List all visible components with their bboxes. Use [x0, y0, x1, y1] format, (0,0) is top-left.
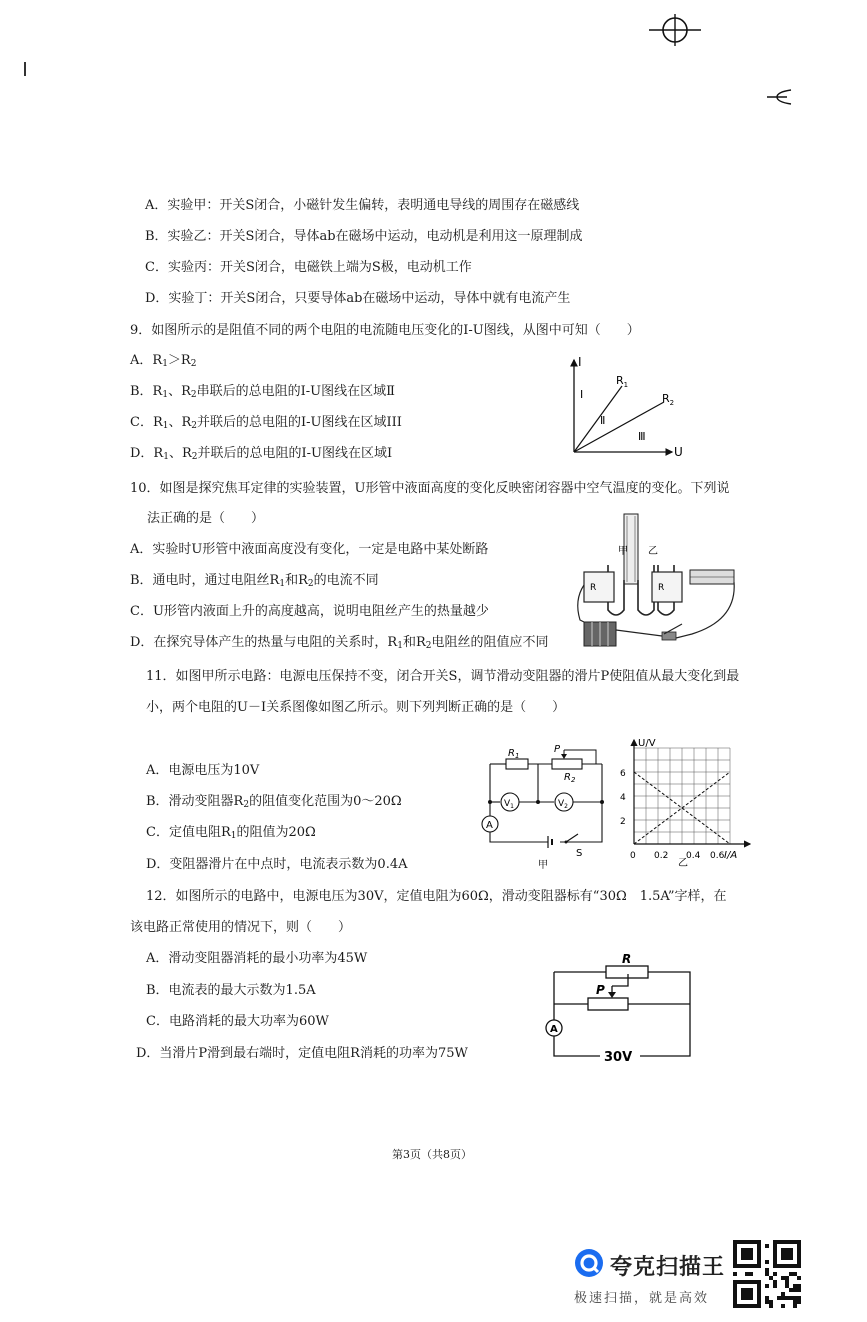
q11-option-b: B．滑动变阻器$R_2$的阻值变化范围为0～20Ω — [146, 794, 402, 810]
q9-option-d: D．$R_1$、$R_2$并联后的总电阻的I-U图线在区域Ⅰ — [130, 446, 393, 462]
q12-circuit-figure — [540, 950, 700, 1070]
q10-option-b: B．通电时，通过电阻丝$R_1$和$R_2$的电流不同 — [130, 573, 379, 589]
graph-x-tick: 0.6 — [710, 851, 725, 861]
q11-circuit-figure — [478, 742, 608, 878]
q10-option-a: A．实验时U形管中液面高度没有变化，一定是电路中某处断路 — [130, 542, 489, 557]
voltage-label: 30V — [604, 1050, 633, 1065]
q9-option-a: A．$R_1>R_2$ — [130, 353, 197, 369]
circuit-caption: 甲 — [538, 860, 548, 871]
graph-caption: 乙 — [678, 858, 688, 868]
region-1-label: Ⅰ — [580, 388, 584, 401]
v2-label: $V_2$ — [558, 799, 568, 810]
r1-label: $R_1$ — [508, 748, 520, 760]
q10-joule-apparatus-figure — [572, 510, 742, 664]
graph-x-axis-label: I/A — [724, 850, 738, 861]
q11-stem-line1: 11．如图甲所示电路：电源电压保持不变，闭合开关S，调节滑动变阻器的滑片P使阻值从最大变化到最 — [146, 669, 740, 684]
resistor-r-label: R — [622, 952, 632, 966]
r1-label: $R_1$ — [616, 374, 629, 389]
q11-stem-line2: 小，两个电阻的U－I关系图像如图乙所示。则下列判断正确的是（ ） — [146, 700, 566, 715]
q12-option-b: B．电流表的最大示数为1.5A — [146, 983, 316, 998]
scanner-logo-icon — [574, 1248, 604, 1278]
q9-stem: 9．如图所示的是阻值不同的两个电阻的电流随电压变化的I-U图线，从图中可知（ ） — [130, 323, 640, 338]
svg-text:R: R — [590, 583, 597, 593]
ammeter-label: A — [550, 1024, 558, 1035]
q8-option-c: C．实验丙：开关S闭合，电磁铁上端为S极，电动机工作 — [145, 260, 472, 275]
q12-option-d: D．当滑片P滑到最右端时，定值电阻R消耗的功率为75W — [136, 1046, 468, 1061]
p-label: P — [554, 744, 561, 755]
q12-stem-line1: 12．如图所示的电路中，电源电压为30V，定值电阻为60Ω，滑动变阻器标有“30Ω 1.5A”字样，在 — [146, 889, 727, 904]
region-3-label: Ⅲ — [638, 430, 646, 443]
axis-i-label: I — [578, 355, 582, 369]
q12-option-c: C．电路消耗的最大功率为60W — [146, 1014, 329, 1029]
region-2-label: Ⅱ — [600, 414, 606, 427]
q10-option-c: C．U形管内液面上升的高度越高，说明电阻丝产生的热量越少 — [130, 604, 489, 619]
container-left-label: 甲 — [618, 546, 628, 557]
registration-mark-side — [765, 82, 795, 112]
v1-label: $V_1$ — [504, 799, 514, 810]
r2-label: $R_2$ — [662, 392, 675, 407]
r2-label: $R_2$ — [564, 772, 576, 784]
q8-option-b: B．实验乙：开关S闭合，导体ab在磁场中运动，电动机是利用这一原理制成 — [145, 229, 583, 244]
q12-option-a: A．滑动变阻器消耗的最小功率为45W — [146, 951, 368, 966]
switch-label: S — [576, 848, 583, 859]
container-right-label: 乙 — [648, 546, 658, 557]
q11-ui-graph — [612, 732, 762, 872]
graph-y-axis-label: U/V — [638, 738, 656, 749]
graph-y-tick: 4 — [620, 793, 626, 803]
q10-option-d: D．在探究导体产生的热量与电阻的关系时，$R_1$和$R_2$电阻丝的阻值应不同 — [130, 635, 549, 651]
qr-code-icon — [733, 1240, 801, 1308]
q10-stem-line1: 10．如图是探究焦耳定律的实验装置，U形管中液面高度的变化反映密闭容器中空气温度的变化。下列说 — [130, 481, 730, 496]
registration-mark — [645, 10, 705, 50]
q8-option-d: D．实验丁：开关S闭合，只要导体ab在磁场中运动，导体中就有电流产生 — [145, 291, 571, 306]
q11-option-c: C．定值电阻$R_1$的阻值为20Ω — [146, 825, 316, 841]
q9-option-b: B．$R_1$、$R_2$串联后的总电阻的I-U图线在区域Ⅱ — [130, 384, 395, 400]
q8-option-a: A．实验甲：开关S闭合，小磁针发生偏转，表明通电导线的周围存在磁感线 — [145, 198, 580, 213]
axis-u-label: U — [674, 445, 683, 459]
q9-iu-figure — [560, 352, 690, 466]
graph-x-tick: 0.4 — [686, 851, 701, 861]
graph-y-tick: 2 — [620, 817, 626, 827]
q10-stem-line2: 法正确的是（ ） — [147, 511, 265, 526]
slider-p-label: P — [596, 983, 605, 997]
ammeter-label: A — [486, 820, 493, 831]
brand-name: 夸克扫描王 — [610, 1255, 726, 1280]
graph-x-tick: 0.2 — [654, 851, 669, 861]
margin-tick — [24, 62, 26, 76]
q11-option-d: D．变阻器滑片在中点时，电流表示数为0.4A — [146, 857, 408, 872]
q9-option-c: C．$R_1$、$R_2$并联后的总电阻的I-U图线在区域III — [130, 415, 402, 431]
page-number: 第3页（共8页） — [392, 1148, 472, 1161]
graph-y-tick: 6 — [620, 769, 626, 779]
graph-x-tick: 0 — [630, 851, 636, 861]
q11-option-a: A．电源电压为10V — [146, 763, 260, 778]
svg-text:R: R — [658, 583, 665, 593]
q12-stem-line2: 该电路正常使用的情况下，则（ ） — [130, 920, 352, 935]
brand-slogan: 极速扫描，就是高效 — [574, 1291, 710, 1306]
